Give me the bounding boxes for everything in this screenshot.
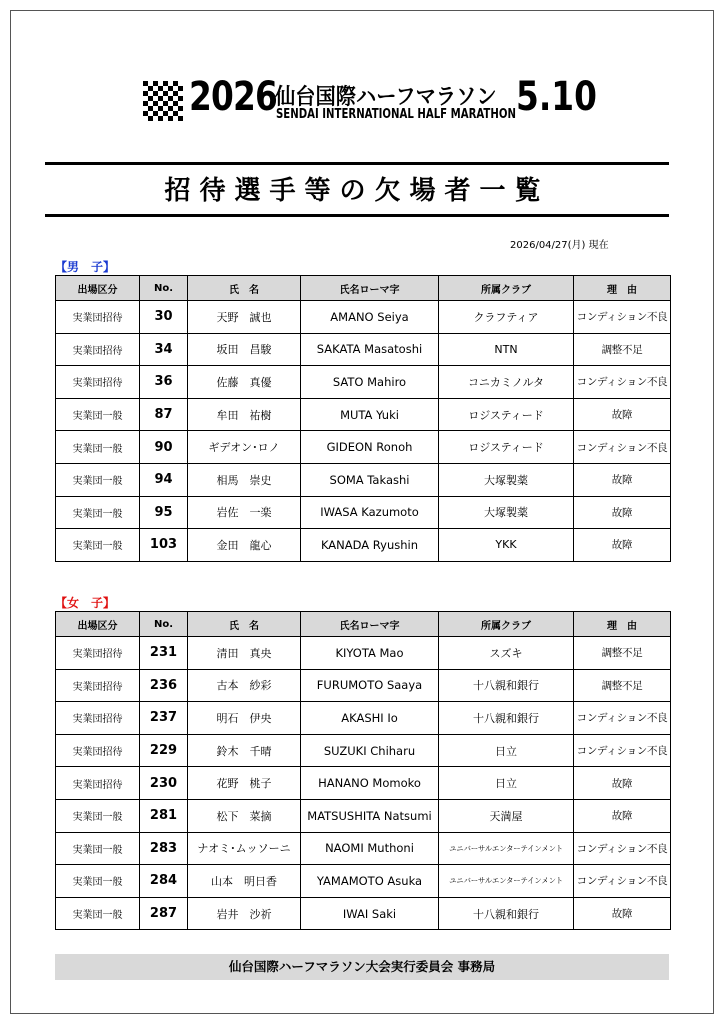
athlete-romaji: SATO Mahiro [301,366,439,399]
athlete-club: 日立 [439,734,574,767]
athlete-club: 大塚製薬 [439,463,574,496]
withdrawal-reason: 故障 [574,897,671,930]
athlete-romaji: FURUMOTO Saaya [301,669,439,702]
column-header: 氏名ローマ字 [301,276,439,301]
athlete-name: 坂田 昌駿 [188,333,301,366]
athlete-name: 清田 真央 [188,637,301,670]
column-header: 氏 名 [188,276,301,301]
bib-number: 229 [140,734,188,767]
entry-category: 実業団一般 [56,431,140,464]
athlete-club: 十八親和銀行 [439,702,574,735]
table-row [56,637,671,670]
withdrawal-reason: コンディション不良 [574,832,671,865]
bib-number: 30 [140,301,188,334]
bib-number: 95 [140,496,188,529]
table-row [56,496,671,529]
athlete-name: 古本 紗彩 [188,669,301,702]
table-row [56,431,671,464]
column-header: 所属クラブ [439,276,574,301]
entry-category: 実業団招待 [56,301,140,334]
athlete-romaji: NAOMI Muthoni [301,832,439,865]
as-of-date: 2026/04/27(月) 現在 [510,240,609,251]
athlete-name: 牟田 祐樹 [188,398,301,431]
column-header: No. [140,612,188,637]
table-row [56,529,671,562]
table-row [56,398,671,431]
bib-number: 36 [140,366,188,399]
entry-category: 実業団招待 [56,637,140,670]
athlete-romaji: MATSUSHITA Natsumi [301,799,439,832]
entry-category: 実業団招待 [56,767,140,800]
entry-category: 実業団招待 [56,702,140,735]
athlete-club: ユニバーサルエンターテインメント [439,832,574,865]
athlete-club: 大塚製薬 [439,496,574,529]
athlete-romaji: GIDEON Ronoh [301,431,439,464]
withdrawal-reason: 故障 [574,463,671,496]
column-header: 理 由 [574,276,671,301]
title-rule-top [45,162,669,165]
athlete-club: 日立 [439,767,574,800]
table-row [56,333,671,366]
entry-category: 実業団一般 [56,496,140,529]
entry-category: 実業団招待 [56,734,140,767]
column-header: No. [140,276,188,301]
athlete-romaji: IWASA Kazumoto [301,496,439,529]
organizer-footer: 仙台国際ハーフマラソン大会実行委員会 事務局 [55,954,669,980]
title-rule-bottom [45,214,669,217]
column-header: 出場区分 [56,612,140,637]
athlete-name: 佐藤 真優 [188,366,301,399]
entry-category: 実業団一般 [56,832,140,865]
women-table [55,611,671,930]
athlete-club: ユニバーサルエンターテインメント [439,865,574,898]
bib-number: 94 [140,463,188,496]
bib-number: 237 [140,702,188,735]
athlete-club: 十八親和銀行 [439,897,574,930]
athlete-romaji: HANANO Momoko [301,767,439,800]
table-row [56,832,671,865]
athlete-name: 岩井 沙祈 [188,897,301,930]
event-date: 5.10 [516,74,597,120]
entry-category: 実業団招待 [56,669,140,702]
bib-number: 87 [140,398,188,431]
entry-category: 実業団一般 [56,865,140,898]
bib-number: 90 [140,431,188,464]
athlete-name: ナオミ･ムッソーニ [188,832,301,865]
withdrawal-reason: 故障 [574,767,671,800]
entry-category: 実業団一般 [56,463,140,496]
entry-category: 実業団一般 [56,529,140,562]
athlete-club: YKK [439,529,574,562]
withdrawal-reason: コンディション不良 [574,865,671,898]
column-header: 氏 名 [188,612,301,637]
table-row [56,799,671,832]
withdrawal-reason: コンディション不良 [574,734,671,767]
athlete-club: クラフティア [439,301,574,334]
bib-number: 230 [140,767,188,800]
men-section-label: 【男 子】 [55,260,116,274]
athlete-name: 天野 誠也 [188,301,301,334]
athlete-club: ロジスティード [439,431,574,464]
bib-number: 231 [140,637,188,670]
athlete-romaji: KANADA Ryushin [301,529,439,562]
athlete-name: 相馬 崇史 [188,463,301,496]
page-title: 招待選手等の欠場者一覧 [164,176,550,206]
withdrawal-reason: 故障 [574,398,671,431]
athlete-club: ロジスティード [439,398,574,431]
athlete-club: コニカミノルタ [439,366,574,399]
athlete-name: 明石 伊央 [188,702,301,735]
athlete-romaji: IWAI Saki [301,897,439,930]
entry-category: 実業団招待 [56,366,140,399]
table-row [56,897,671,930]
athlete-name: 鈴木 千晴 [188,734,301,767]
withdrawal-reason: コンディション不良 [574,702,671,735]
table-row [56,301,671,334]
table-row [56,669,671,702]
bib-number: 281 [140,799,188,832]
athlete-club: 天満屋 [439,799,574,832]
entry-category: 実業団一般 [56,398,140,431]
event-name-jp: 仙台国際ハーフマラソン [275,85,497,110]
athlete-name: 花野 桃子 [188,767,301,800]
bib-number: 284 [140,865,188,898]
bib-number: 287 [140,897,188,930]
withdrawal-reason: コンディション不良 [574,366,671,399]
athlete-romaji: YAMAMOTO Asuka [301,865,439,898]
table-row [56,702,671,735]
withdrawal-reason: 調整不足 [574,333,671,366]
athlete-name: 金田 龍心 [188,529,301,562]
withdrawal-reason: 調整不足 [574,669,671,702]
table-row [56,463,671,496]
event-logo [143,74,597,126]
entry-category: 実業団一般 [56,897,140,930]
athlete-romaji: SAKATA Masatoshi [301,333,439,366]
event-year: 2026 [189,74,278,120]
athlete-romaji: MUTA Yuki [301,398,439,431]
athlete-name: 岩佐 一楽 [188,496,301,529]
athlete-romaji: SOMA Takashi [301,463,439,496]
checkered-flag-icon [143,81,183,121]
table-row [56,767,671,800]
men-table [55,275,671,562]
athlete-name: 松下 菜摘 [188,799,301,832]
athlete-club: 十八親和銀行 [439,669,574,702]
women-section-label: 【女 子】 [55,596,116,610]
athlete-club: NTN [439,333,574,366]
column-header: 所属クラブ [439,612,574,637]
event-name-en: SENDAI INTERNATIONAL HALF MARATHON [276,107,516,122]
athlete-romaji: AKASHI Io [301,702,439,735]
table-row [56,366,671,399]
column-header: 理 由 [574,612,671,637]
bib-number: 34 [140,333,188,366]
table-row [56,865,671,898]
athlete-romaji: KIYOTA Mao [301,637,439,670]
athlete-name: 山本 明日香 [188,865,301,898]
column-header: 氏名ローマ字 [301,612,439,637]
athlete-name: ギデオン･ロノ [188,431,301,464]
entry-category: 実業団一般 [56,799,140,832]
bib-number: 236 [140,669,188,702]
withdrawal-reason: コンディション不良 [574,301,671,334]
entry-category: 実業団招待 [56,333,140,366]
table-row [56,734,671,767]
column-header: 出場区分 [56,276,140,301]
withdrawal-reason: 調整不足 [574,637,671,670]
withdrawal-reason: 故障 [574,529,671,562]
withdrawal-reason: 故障 [574,799,671,832]
bib-number: 283 [140,832,188,865]
bib-number: 103 [140,529,188,562]
withdrawal-reason: 故障 [574,496,671,529]
athlete-romaji: AMANO Seiya [301,301,439,334]
athlete-romaji: SUZUKI Chiharu [301,734,439,767]
athlete-club: スズキ [439,637,574,670]
withdrawal-reason: コンディション不良 [574,431,671,464]
